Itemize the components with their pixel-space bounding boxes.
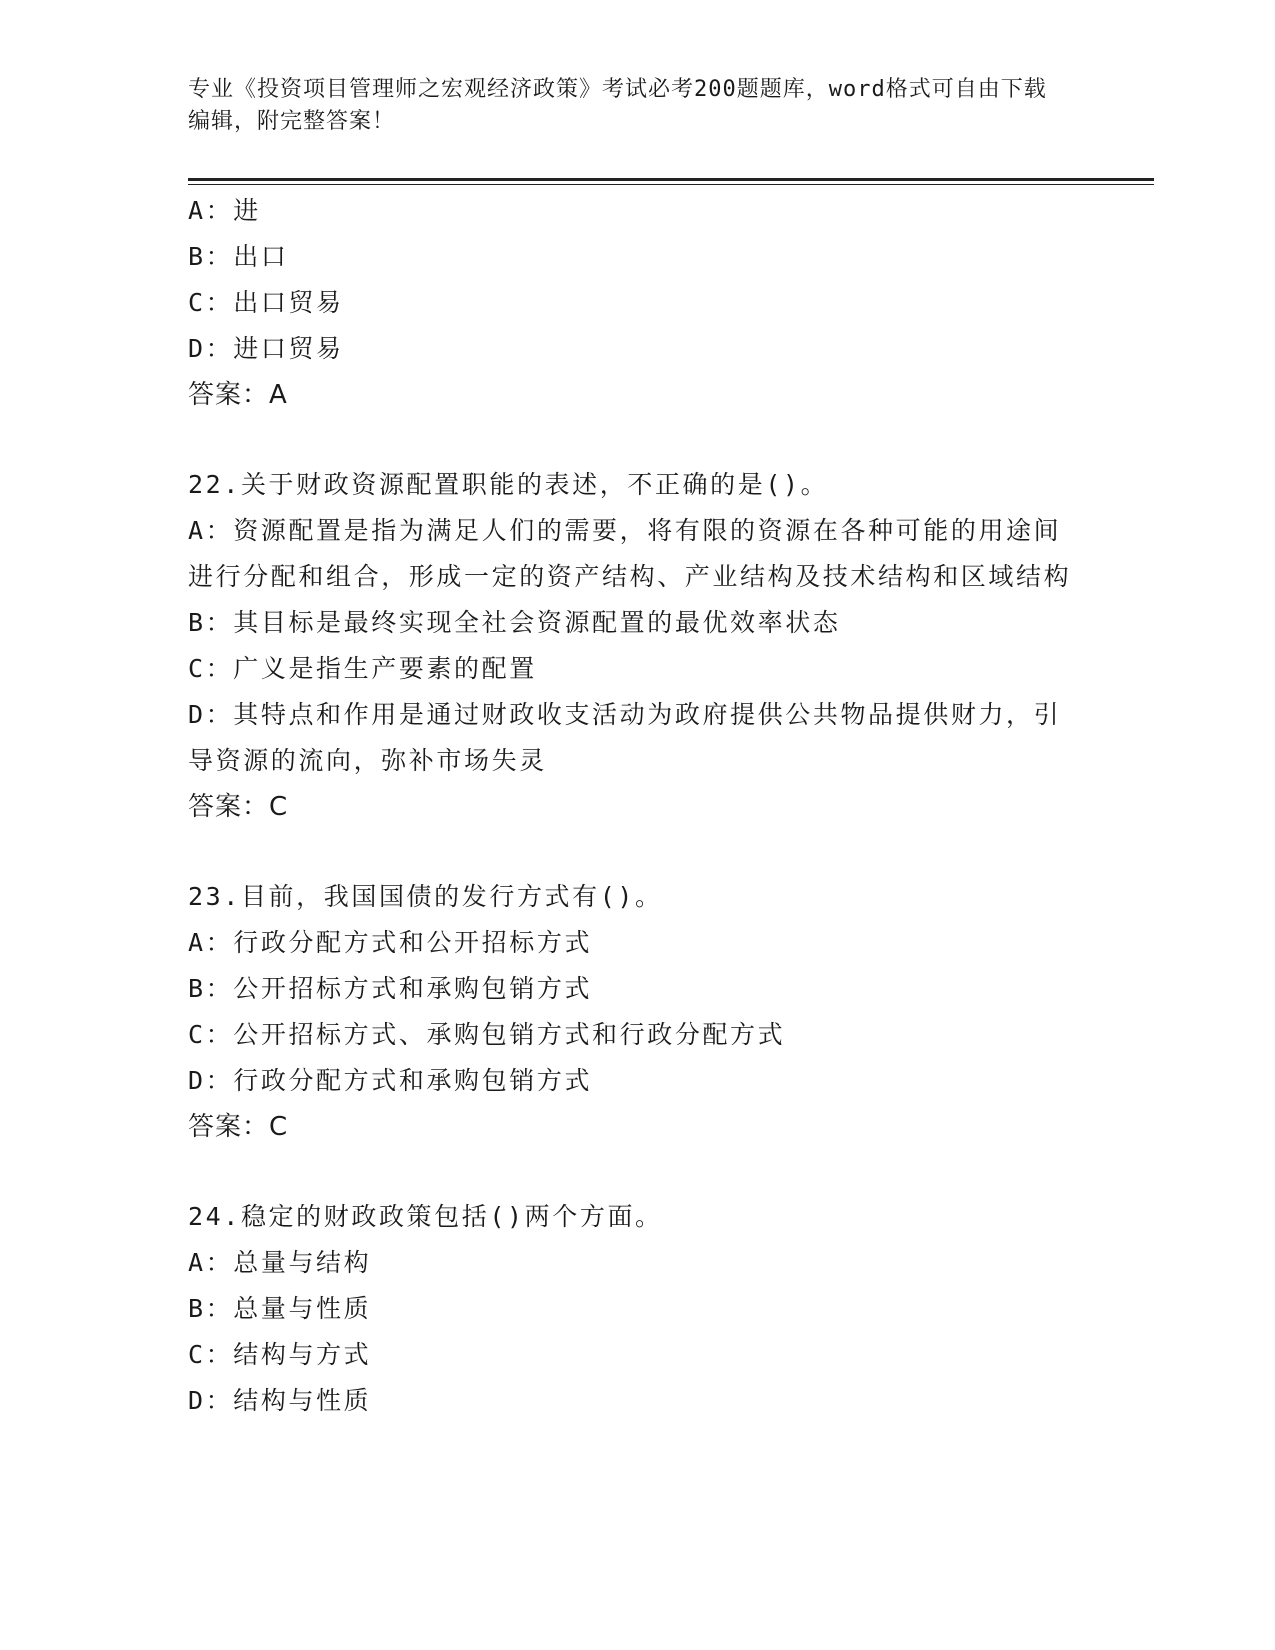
option-c: C：公开招标方式、承购包销方式和行政分配方式: [188, 1020, 786, 1049]
question-23: [188, 874, 1088, 1150]
option-d: D：其特点和作用是通过财政收支活动为政府提供公共物品提供财力，引导资源的流向，弥补市场失灵: [188, 700, 1062, 775]
question-22: [188, 462, 1088, 830]
option-b: B：其目标是最终实现全社会资源配置的最优效率状态: [188, 608, 841, 637]
question-stem: 24.稳定的财政政策包括()两个方面。: [188, 1202, 663, 1231]
option-d: D：结构与性质: [188, 1386, 372, 1415]
question-stem: 22.关于财政资源配置职能的表述，不正确的是()。: [188, 470, 829, 499]
question-24: [188, 1194, 1088, 1424]
option-c: C：结构与方式: [188, 1340, 372, 1369]
document-header: 专业《投资项目管理师之宏观经济政策》考试必考200题题库，word格式可自由下载编辑，附完整答案！: [188, 77, 1047, 134]
option-d: D：行政分配方式和承购包销方式: [188, 1066, 593, 1095]
answer-line: 答案：A: [188, 380, 288, 410]
header-divider-thick: [188, 178, 1154, 181]
option-a: A：行政分配方式和公开招标方式: [188, 928, 593, 957]
answer-line: 答案：C: [188, 1112, 289, 1142]
option-c: C：出口贸易: [188, 288, 344, 317]
option-a: A：总量与结构: [188, 1248, 372, 1277]
question-list: [188, 188, 1088, 1424]
question-fragment: [188, 188, 1088, 418]
header-divider-thin: [188, 184, 1154, 185]
answer-line: 答案：C: [188, 792, 289, 822]
option-c: C：广义是指生产要素的配置: [188, 654, 537, 683]
option-d: D：进口贸易: [188, 334, 344, 363]
question-stem: 23.目前，我国国债的发行方式有()。: [188, 882, 663, 911]
option-b: B：总量与性质: [188, 1294, 372, 1323]
option-a: A：进: [188, 196, 261, 225]
option-a: A：资源配置是指为满足人们的需要，将有限的资源在各种可能的用途间进行分配和组合，形成一定的资产结构、产业结构及技术结构和区域结构: [188, 516, 1072, 591]
option-b: B：出口: [188, 242, 289, 271]
option-b: B：公开招标方式和承购包销方式: [188, 974, 593, 1003]
